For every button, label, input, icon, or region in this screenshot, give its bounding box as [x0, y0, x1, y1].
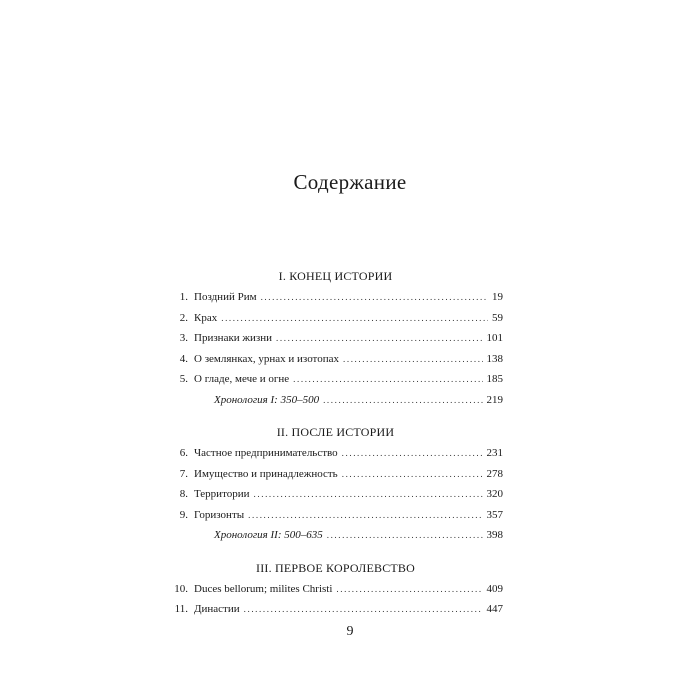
toc-entry [168, 369, 503, 390]
entry-page: 320 [486, 488, 503, 500]
entry-label: Хронология I: 350–500 [214, 393, 320, 406]
toc-section-1 [168, 266, 503, 410]
dot-leader [254, 484, 483, 505]
toc-entry [168, 443, 503, 464]
page-title: Содержание [293, 170, 407, 194]
entry-label: Признаки жизни [194, 332, 273, 344]
entry-number: 3. [179, 332, 188, 344]
entry-number: 5. [179, 373, 188, 385]
entry-label: Поздний Рим [194, 291, 257, 303]
entry-number: 11. [174, 603, 188, 615]
entry-label: Частное предпринимательство [194, 447, 338, 459]
entry-label: Имущество и принадлежность [194, 467, 338, 480]
toc-entry [168, 579, 503, 600]
entry-page: 231 [486, 447, 503, 459]
entry-number: 7. [179, 467, 188, 480]
entry-label: Хронология II: 500–635 [214, 529, 323, 541]
entry-page: 19 [492, 291, 503, 303]
entry-number: 10. [174, 582, 188, 595]
entry-page: 447 [486, 603, 503, 615]
dot-leader [343, 349, 483, 370]
table-of-contents [168, 266, 503, 620]
toc-entry [168, 599, 503, 620]
entry-page: 59 [492, 311, 503, 324]
entry-page: 398 [486, 529, 503, 541]
dot-leader [276, 328, 482, 349]
dot-leader [336, 579, 482, 600]
dot-leader [327, 525, 483, 546]
section-heading: II. ПОСЛЕ ИСТОРИИ [276, 425, 395, 439]
toc-entry [168, 464, 503, 485]
entry-page: 101 [486, 332, 503, 344]
dot-leader [323, 390, 482, 411]
entry-label: Территории [194, 488, 250, 500]
entry-label: Duces bellorum; milites Christi [194, 582, 333, 595]
toc-entry [168, 505, 503, 526]
entry-number: 9. [179, 508, 188, 521]
entry-number: 2. [179, 311, 188, 324]
dot-leader [244, 599, 483, 620]
section-heading: III. ПЕРВОЕ КОРОЛЕВСТВО [256, 560, 415, 575]
entry-page: 219 [486, 393, 503, 406]
entry-page: 357 [486, 508, 503, 521]
entry-page: 278 [486, 467, 503, 480]
entry-page: 185 [486, 373, 503, 385]
entry-page: 138 [486, 352, 503, 365]
toc-entry [168, 328, 503, 349]
entry-label: Крах [194, 311, 218, 324]
section-heading: I. КОНЕЦ ИСТОРИИ [278, 269, 393, 283]
entry-label: Горизонты [194, 508, 245, 521]
toc-entry-chronology [168, 390, 503, 411]
toc-entry-chronology [168, 525, 503, 546]
toc-section-3 [168, 558, 503, 620]
dot-leader [248, 505, 482, 526]
entry-page: 409 [486, 582, 503, 595]
toc-entry [168, 484, 503, 505]
dot-leader [261, 287, 488, 308]
toc-entry [168, 308, 503, 329]
toc-entry [168, 287, 503, 308]
toc-section-2 [168, 422, 503, 546]
entry-label: Династии [194, 603, 240, 615]
entry-number: 8. [179, 488, 188, 500]
entry-number: 6. [179, 447, 188, 459]
entry-label: О землянках, урнах и изотопах [194, 352, 339, 365]
dot-leader [342, 464, 483, 485]
dot-leader [342, 443, 483, 464]
toc-entry [168, 349, 503, 370]
entry-label: О гладе, мече и огне [194, 373, 290, 385]
page-number: 9 [346, 624, 354, 639]
dot-leader [293, 369, 482, 390]
entry-number: 1. [179, 291, 188, 303]
dot-leader [221, 308, 488, 329]
entry-number: 4. [179, 352, 188, 365]
